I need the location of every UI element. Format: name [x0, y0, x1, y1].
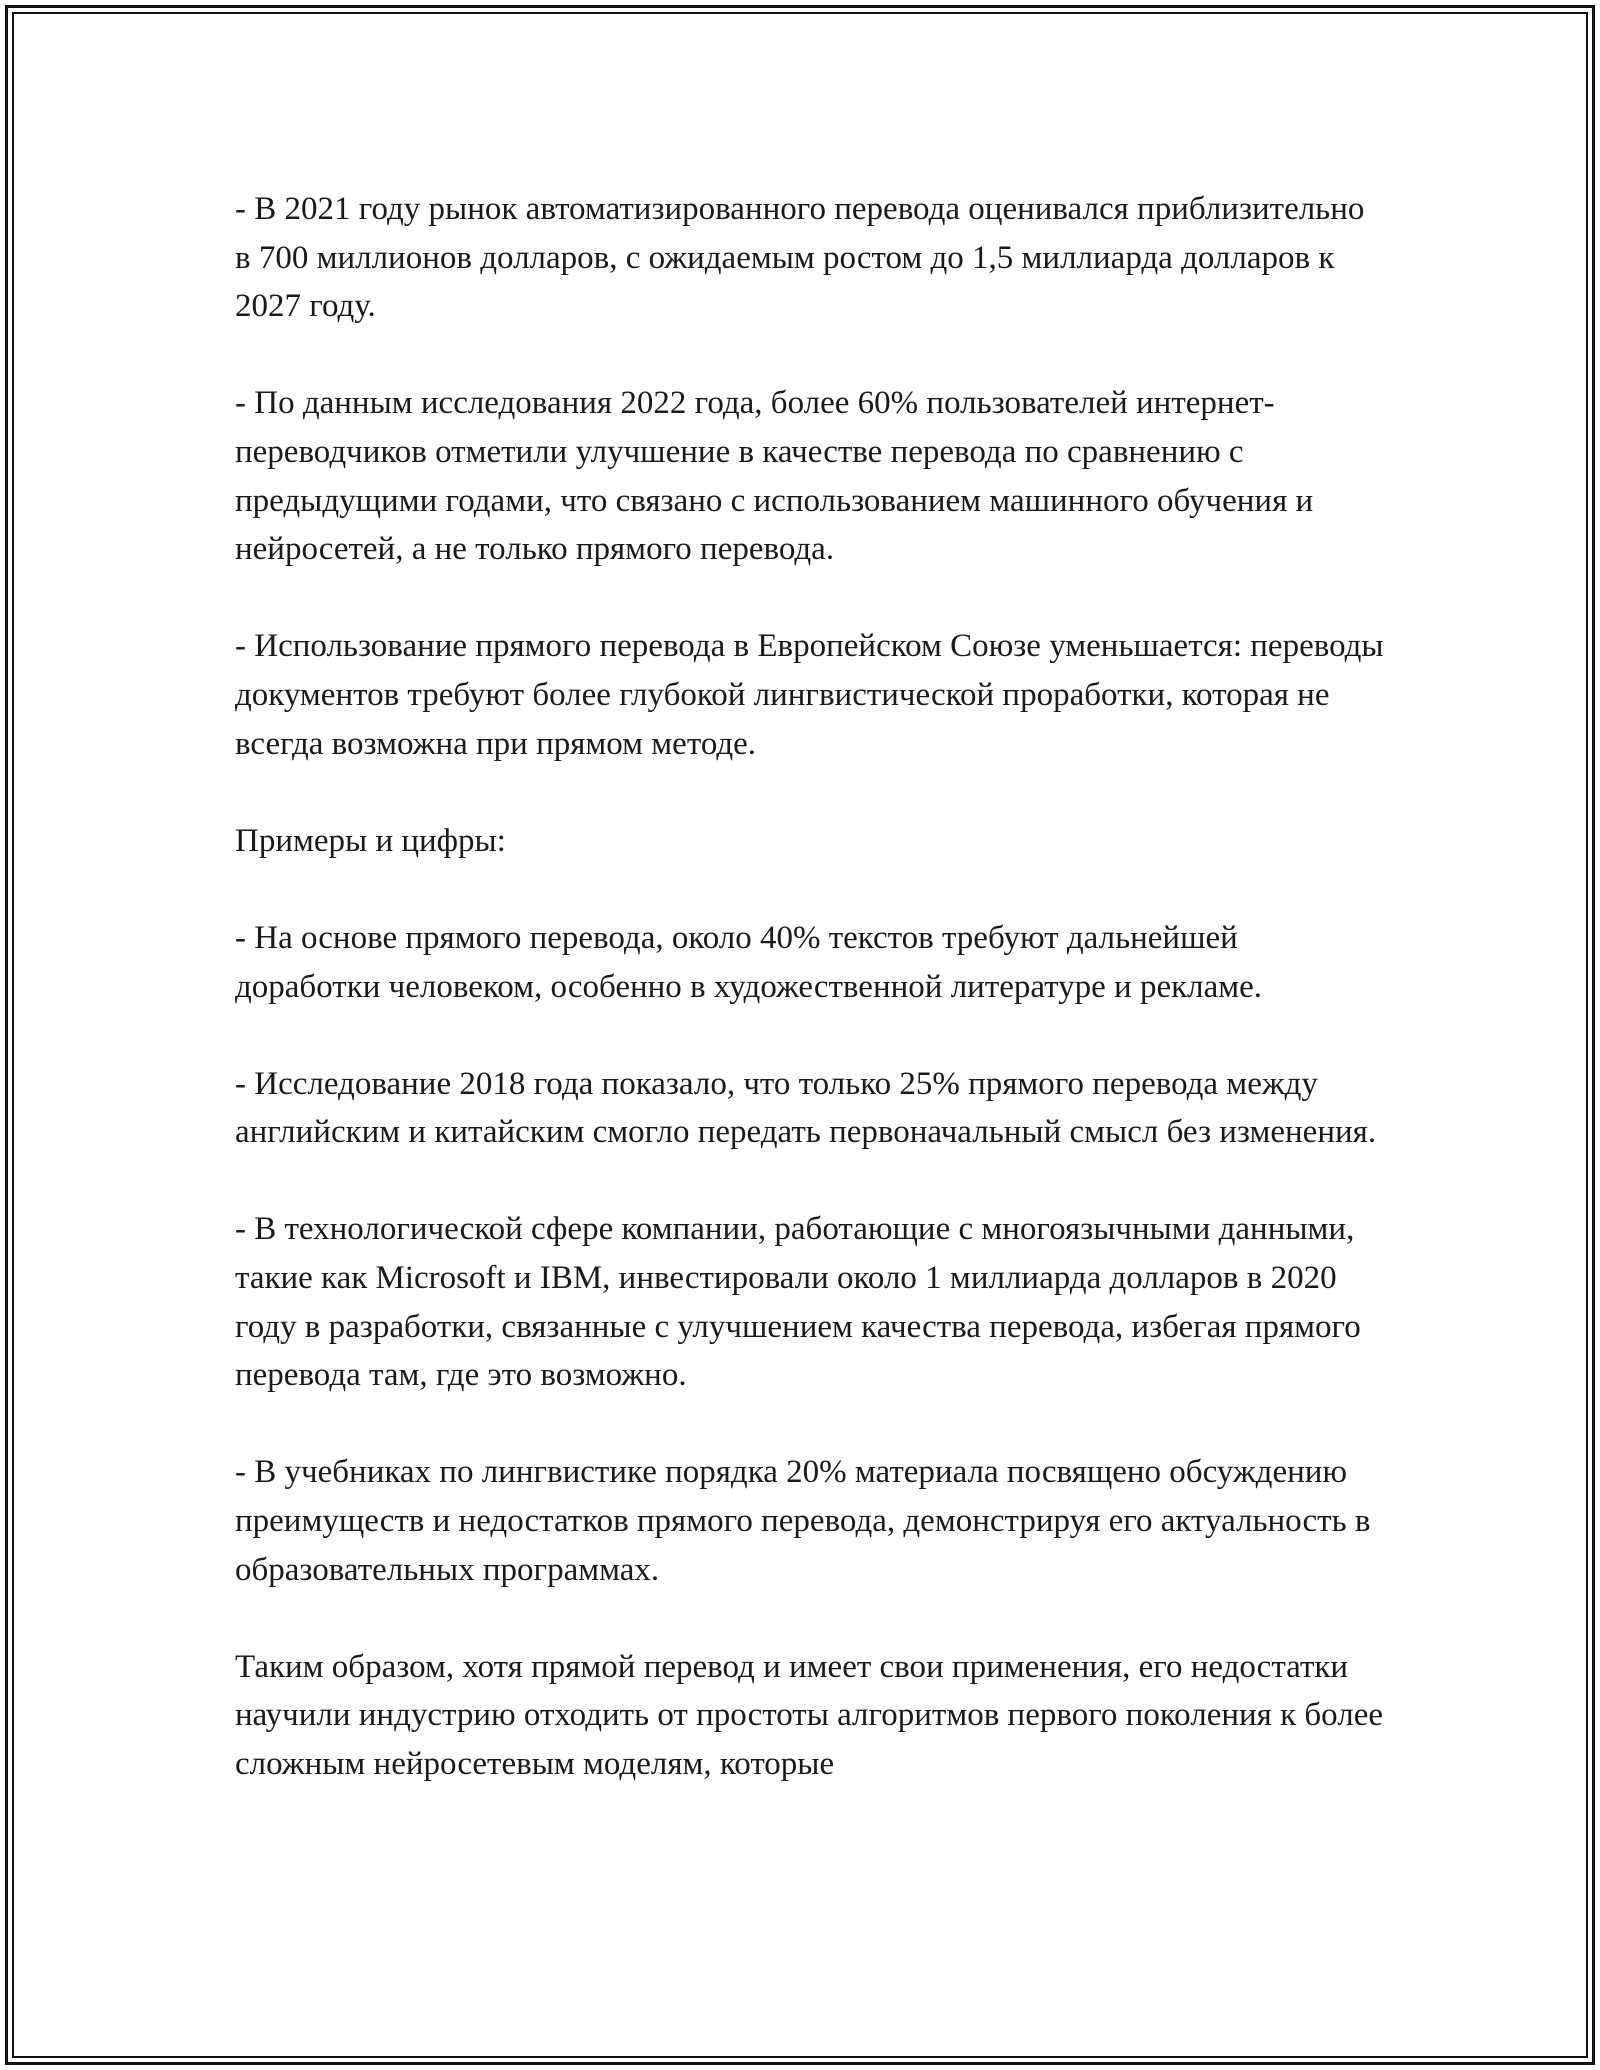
paragraph-tech-investment: - В технологической сфере компании, работающие с многоязычными данными, такие как Microsoft и IBM, инвестировали около 1 миллиарда долларов в 2020 году в разработки, связанные с улучшением качества перевода, избегая прямого перевода там, где это возможно.: [235, 1211, 1361, 1394]
paragraph-textbooks: - В учебниках по лингвистике порядка 20% материала посвящено обсуждению преимуществ и недостатков прямого перевода, демонстрируя его актуальность в образовательных программах.: [235, 1454, 1371, 1588]
section-heading-examples: Примеры и цифры:: [235, 822, 506, 859]
paragraph-study-2022: - По данным исследования 2022 года, более 60% пользователей интернет-переводчиков отметили улучшение в качестве перевода по сравнению с предыдущими годами, что связано с использованием машинного обучения и нейросетей, а не только прямого перевода.: [235, 385, 1314, 568]
document-body: [235, 185, 1385, 1789]
paragraph-40-percent: - На основе прямого перевода, около 40% текстов требуют дальнейшей доработки человеком, особенно в художественной литературе и рекламе.: [235, 919, 1263, 1005]
paragraph-eu-usage: - Использование прямого перевода в Европейском Союзе уменьшается: переводы документов требуют более глубокой лингвистической проработки, которая не всегда возможна при прямом методе.: [235, 628, 1384, 762]
paragraph-study-2018: - Исследование 2018 года показало, что только 25% прямого перевода между английским и китайским смогло передать первоначальный смысл без изменения.: [235, 1065, 1377, 1151]
paragraph-market-2021: - В 2021 году рынок автоматизированного перевода оценивался приблизительно в 700 миллионов долларов, с ожидаемым ростом до 1,5 миллиарда долларов к 2027 году.: [235, 191, 1365, 325]
paragraph-conclusion: Таким образом, хотя прямой перевод и имеет свои применения, его недостатки научили индустрию отходить от простоты алгоритмов первого поколения к более сложным нейросетевым моделям, которые: [235, 1648, 1384, 1782]
